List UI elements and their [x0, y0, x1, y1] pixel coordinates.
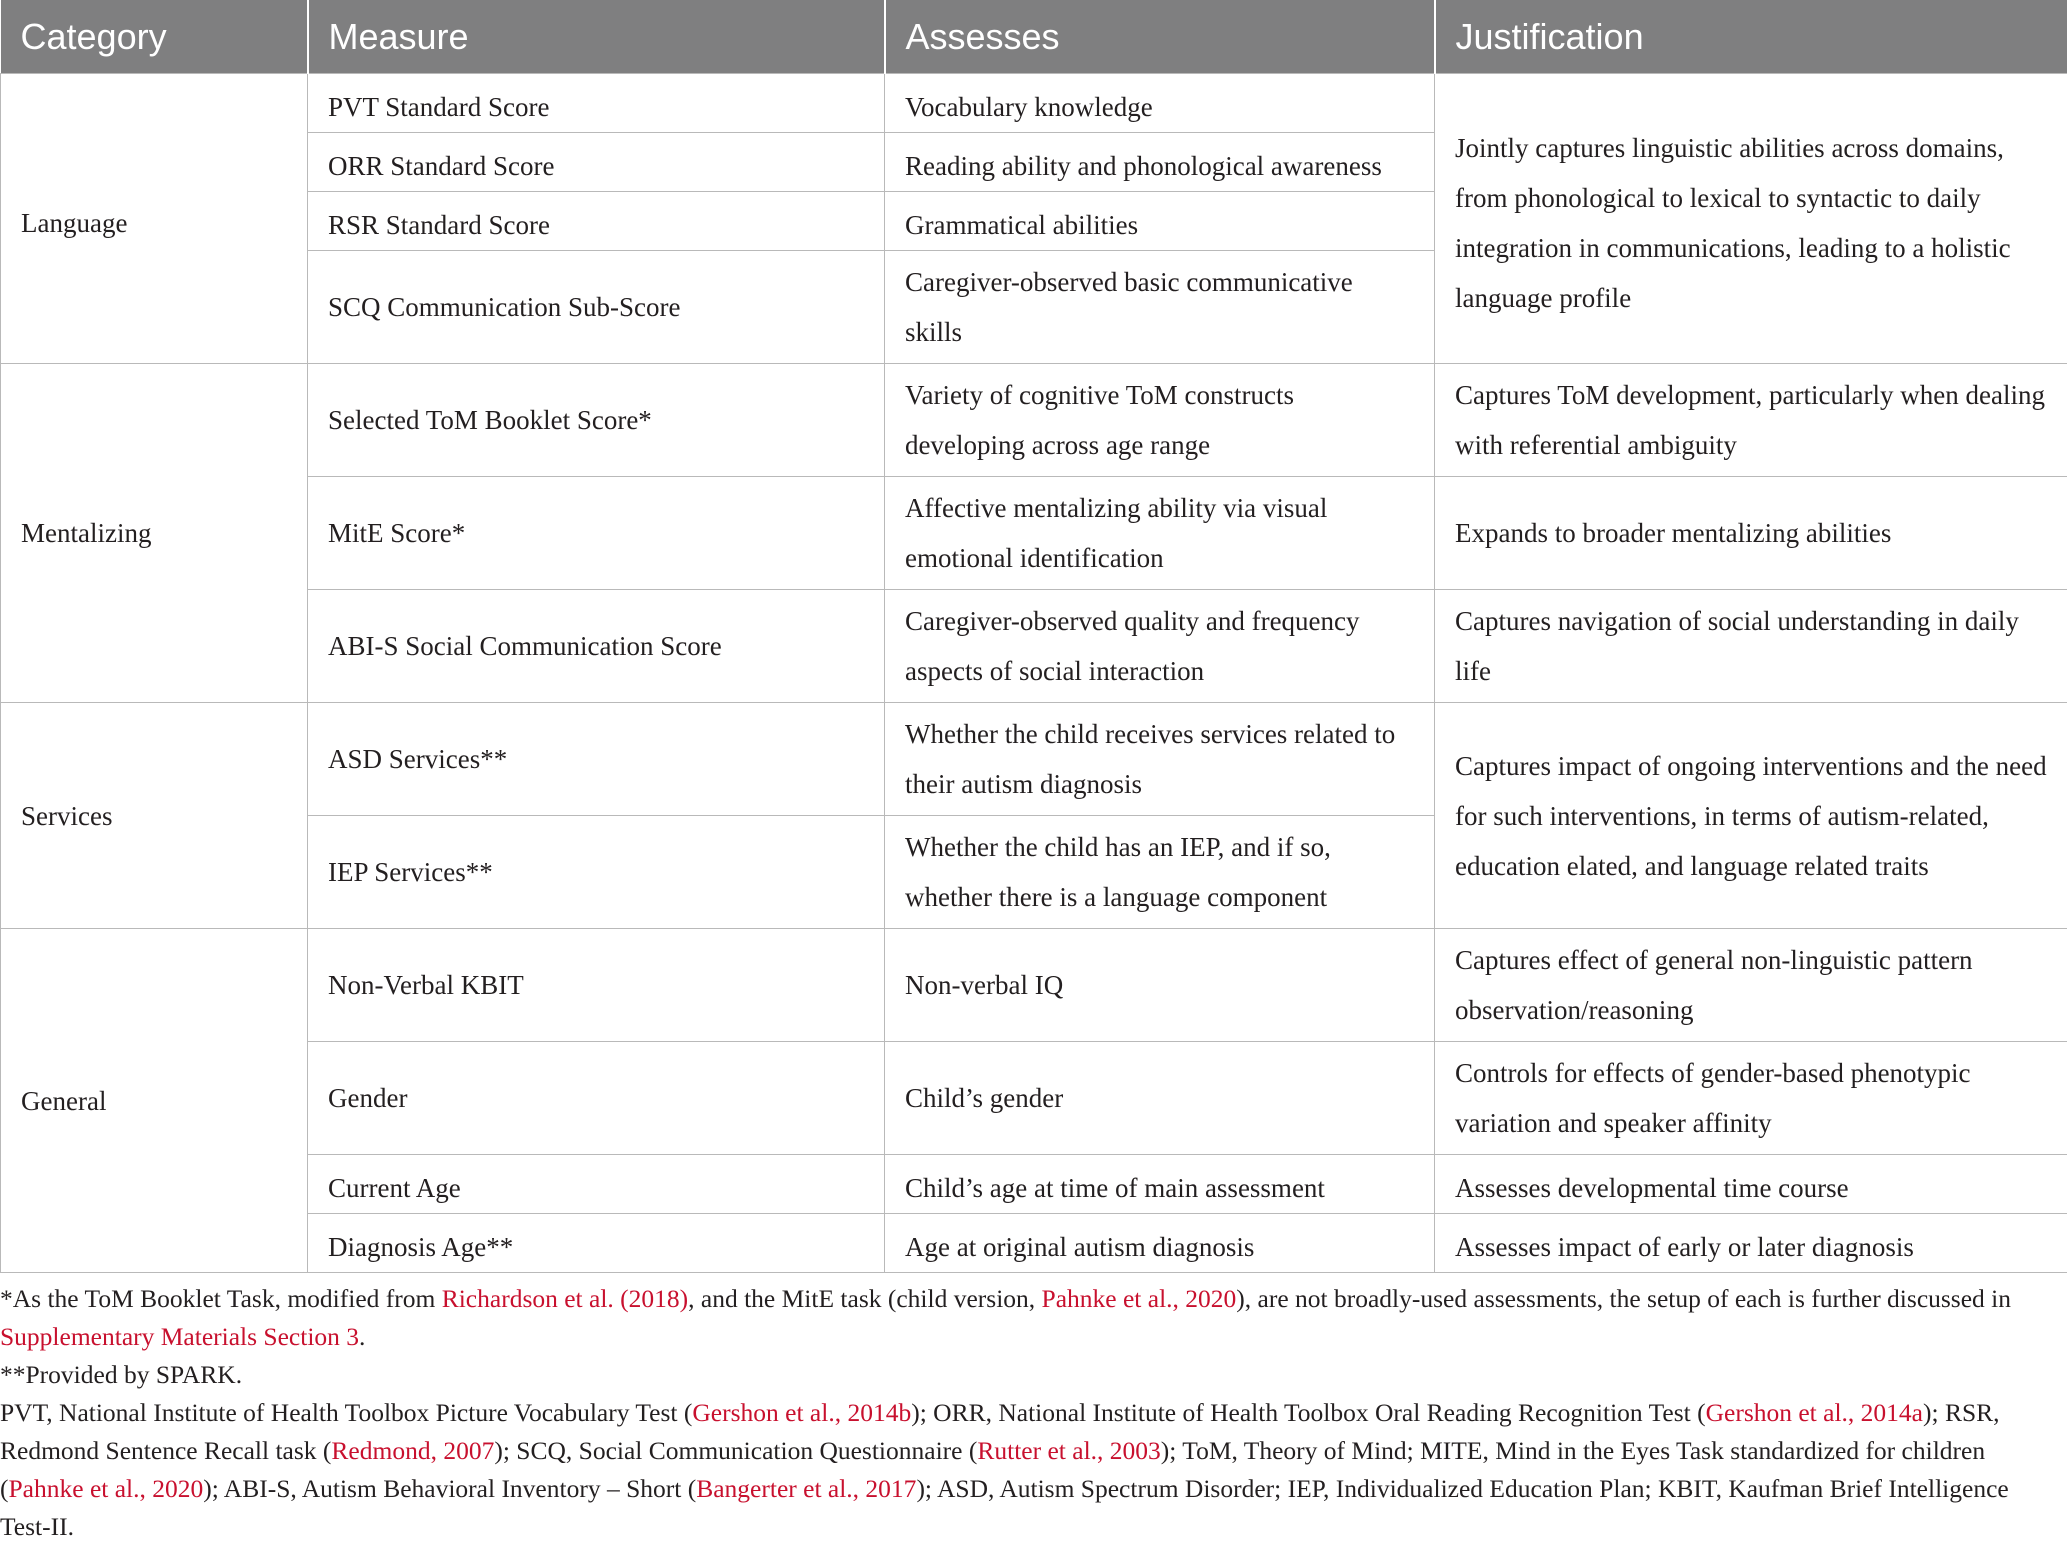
justification-cell: Controls for effects of gender-based phenotypic variation and speaker affinity [1435, 1042, 2067, 1155]
justification-cell: Captures effect of general non-linguistic pattern observation/reasoning [1435, 929, 2067, 1042]
assesses-cell: Whether the child has an IEP, and if so, whether there is a language component [885, 816, 1435, 929]
measure-cell: SCQ Communication Sub-Score [308, 251, 885, 364]
category-cell: Mentalizing [1, 364, 308, 703]
justification-cell: Expands to broader mentalizing abilities [1435, 477, 2067, 590]
justification-cell: Assesses developmental time course [1435, 1155, 2067, 1214]
header-category: Category [1, 0, 308, 74]
assesses-cell: Child’s gender [885, 1042, 1435, 1155]
measure-cell: Current Age [308, 1155, 885, 1214]
citation-link[interactable]: Rutter et al., 2003 [977, 1436, 1161, 1465]
header-justification: Justification [1435, 0, 2067, 74]
table-footnotes [0, 1280, 2060, 1546]
measure-cell: ASD Services** [308, 703, 885, 816]
footnote-text: ); RSR, Redmond Sentence Recall task ( [0, 1398, 2000, 1465]
footnote-text: , and the MitE task (child version, [688, 1284, 1042, 1313]
citation-link[interactable]: Gershon et al., 2014b [692, 1398, 912, 1427]
citation-link[interactable]: Bangerter et al., 2017 [696, 1474, 917, 1503]
table-row [1, 477, 2067, 590]
measure-cell: MitE Score* [308, 477, 885, 590]
citation-link[interactable]: Richardson et al. (2018) [441, 1284, 689, 1313]
measure-cell: ORR Standard Score [308, 133, 885, 192]
measure-cell: Diagnosis Age** [308, 1214, 885, 1273]
table-row [1, 1155, 2067, 1214]
measure-cell: Gender [308, 1042, 885, 1155]
measure-cell: Selected ToM Booklet Score* [308, 364, 885, 477]
justification-cell: Captures ToM development, particularly when dealing with referential ambiguity [1435, 364, 2067, 477]
category-cell: Language [1, 74, 308, 364]
header-assesses: Assesses [885, 0, 1435, 74]
footnote-text: ); ASD, Autism Spectrum Disorder; IEP, Individualized Education Plan; KBIT, Kaufman Brief Intelligence Test-II. [0, 1474, 2009, 1541]
table-row [1, 364, 2067, 477]
justification-cell: Captures impact of ongoing interventions and the need for such interventions, in terms of autism-related, education elated, and language related traits [1435, 703, 2067, 929]
assesses-cell: Affective mentalizing ability via visual emotional identification [885, 477, 1435, 590]
justification-cell: Jointly captures linguistic abilities across domains, from phonological to lexical to syntactic to daily integration in communications, leading to a holistic language profile [1435, 74, 2067, 364]
table-row [1, 1214, 2067, 1273]
assesses-cell: Non-verbal IQ [885, 929, 1435, 1042]
footnote-text: ); ORR, National Institute of Health Toolbox Oral Reading Recognition Test ( [911, 1398, 1706, 1427]
category-cell: General [1, 929, 308, 1273]
footnote-abbreviations [0, 1394, 2060, 1546]
table-header-row [1, 0, 2067, 74]
citation-link[interactable]: Redmond, 2007 [331, 1436, 495, 1465]
footnote-asterisk [0, 1280, 2060, 1356]
table-row [1, 703, 2067, 816]
justification-cell: Assesses impact of early or later diagnosis [1435, 1214, 2067, 1273]
footnote-text: ), are not broadly-used assessments, the setup of each is further discussed in [1236, 1284, 2012, 1313]
assesses-cell: Caregiver-observed quality and frequency aspects of social interaction [885, 590, 1435, 703]
table-row [1, 929, 2067, 1042]
assesses-cell: Vocabulary knowledge [885, 74, 1435, 133]
assesses-cell: Caregiver-observed basic communicative skills [885, 251, 1435, 364]
assesses-cell: Grammatical abilities [885, 192, 1435, 251]
footnote-double-asterisk: **Provided by SPARK. [0, 1360, 243, 1389]
justification-cell: Captures navigation of social understanding in daily life [1435, 590, 2067, 703]
measure-cell: ABI-S Social Communication Score [308, 590, 885, 703]
table-row [1, 590, 2067, 703]
measure-cell: RSR Standard Score [308, 192, 885, 251]
footnote-text: PVT, National Institute of Health Toolbox Picture Vocabulary Test ( [0, 1398, 693, 1427]
table-row [1, 74, 2067, 133]
footnote-text: . [359, 1322, 366, 1351]
footnote-text: ); ABI-S, Autism Behavioral Inventory – Short ( [203, 1474, 697, 1503]
measure-cell: IEP Services** [308, 816, 885, 929]
category-cell: Services [1, 703, 308, 929]
table-row [1, 1042, 2067, 1155]
assesses-cell: Reading ability and phonological awareness [885, 133, 1435, 192]
footnote-text: ); ToM, Theory of Mind; MITE, Mind in the Eyes Task standardized for children ( [0, 1436, 1986, 1503]
citation-link[interactable]: Pahnke et al., 2020 [8, 1474, 204, 1503]
assesses-cell: Age at original autism diagnosis [885, 1214, 1435, 1273]
assesses-cell: Child’s age at time of main assessment [885, 1155, 1435, 1214]
header-measure: Measure [308, 0, 885, 74]
footnote-text: ); SCQ, Social Communication Questionnaire ( [494, 1436, 978, 1465]
supplementary-link[interactable]: Supplementary Materials Section 3 [0, 1322, 360, 1351]
citation-link[interactable]: Gershon et al., 2014a [1705, 1398, 1923, 1427]
measure-cell: Non-Verbal KBIT [308, 929, 885, 1042]
footnote-text: *As the ToM Booklet Task, modified from [0, 1284, 442, 1313]
assesses-cell: Whether the child receives services related to their autism diagnosis [885, 703, 1435, 816]
citation-link[interactable]: Pahnke et al., 2020 [1041, 1284, 1237, 1313]
assesses-cell: Variety of cognitive ToM constructs developing across age range [885, 364, 1435, 477]
measure-cell: PVT Standard Score [308, 74, 885, 133]
